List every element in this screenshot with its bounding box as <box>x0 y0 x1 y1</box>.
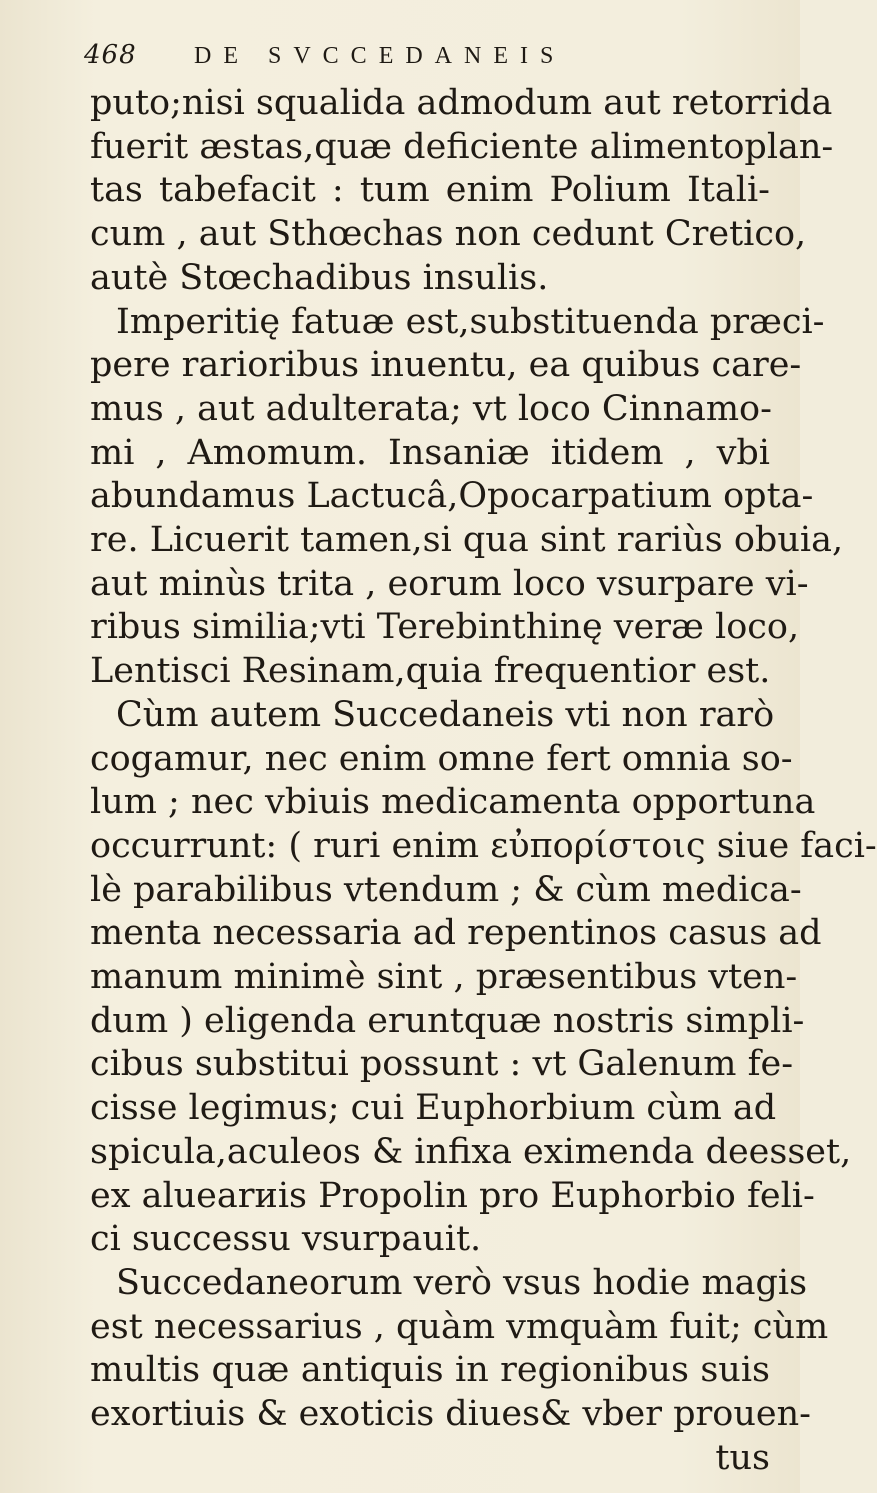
text-line: pere rarioribus inuentu, ea quibus care- <box>90 345 802 386</box>
text-line: cibus substitui possunt : vt Galenum fe- <box>90 1044 794 1085</box>
catchword: tus <box>715 1437 770 1478</box>
text-line: Imperitię fatuæ est,substituenda præci- <box>116 301 825 342</box>
text-line: lè parabilibus vtendum ; & cùm medica- <box>90 869 802 910</box>
text-line: ribus similia;vti Terebinthinę veræ loco, <box>90 607 800 648</box>
body-text <box>90 82 877 1481</box>
text-line: occurrunt: ( ruri enim εὐπορίστοις siue faci- <box>90 825 877 866</box>
text-line: cisse legimus; cui Euphorbium cùm ad <box>90 1088 777 1129</box>
page-header <box>84 40 760 78</box>
text-line: ci successu vsurpauit. <box>90 1219 482 1260</box>
text-line: cum , aut Sthœchas non cedunt Cretico, <box>90 214 807 255</box>
running-head: DE SVCCEDANEIS <box>194 43 566 69</box>
text-line: mi , Amomum. Insaniæ itidem , vbi <box>90 432 770 473</box>
text-line: est necessarius , quàm vmquàm fuit; cùm <box>90 1306 829 1347</box>
text-line: Succedaneorum verò vsus hodie magis <box>116 1262 808 1303</box>
text-line: dum ) eligenda eruntquæ nostris simpli- <box>90 1000 805 1041</box>
text-line: abundamus Lactucâ,Opocarpatium opta- <box>90 476 814 517</box>
text-line: Lentisci Resinam,quia frequentior est. <box>90 651 771 692</box>
text-line: puto;nisi squalida admodum aut retorrida <box>90 83 833 123</box>
text-line: lum ; nec vbiuis medicamenta opportuna <box>90 782 816 823</box>
text-line: re. Licuerit tamen,si qua sint rariùs obuia, <box>90 520 844 561</box>
text-line: cogamur, nec enim omne fert omnia so- <box>90 738 793 779</box>
text-line: spicula,aculeos & infixa eximenda deesset, <box>90 1131 852 1172</box>
text-line: menta necessaria ad repentinos casus ad <box>90 913 822 954</box>
text-line: tas tabefacit : tum enim Polium Itali- <box>90 170 770 211</box>
text-line: autè Stœchadibus insulis. <box>90 257 549 298</box>
page-number: 468 <box>84 40 137 70</box>
text-line: Cùm autem Succedaneis vti non rarò <box>116 694 775 735</box>
text-line: ex aluearиis Propolin pro Euphorbio feli- <box>90 1175 815 1216</box>
text-line: fuerit æstas,quæ deficiente alimentoplan- <box>90 126 834 167</box>
text-line: exortiuis & exoticis diues& vber prouen- <box>90 1394 811 1435</box>
text-line: multis quæ antiquis in regionibus suis <box>90 1350 770 1391</box>
text-line: manum minimè sint , præsentibus vten- <box>90 957 798 998</box>
text-line: mus , aut adulterata; vt loco Cinnamo- <box>90 388 772 429</box>
text-line: aut minùs trita , eorum loco vsurpare vi- <box>90 563 809 604</box>
